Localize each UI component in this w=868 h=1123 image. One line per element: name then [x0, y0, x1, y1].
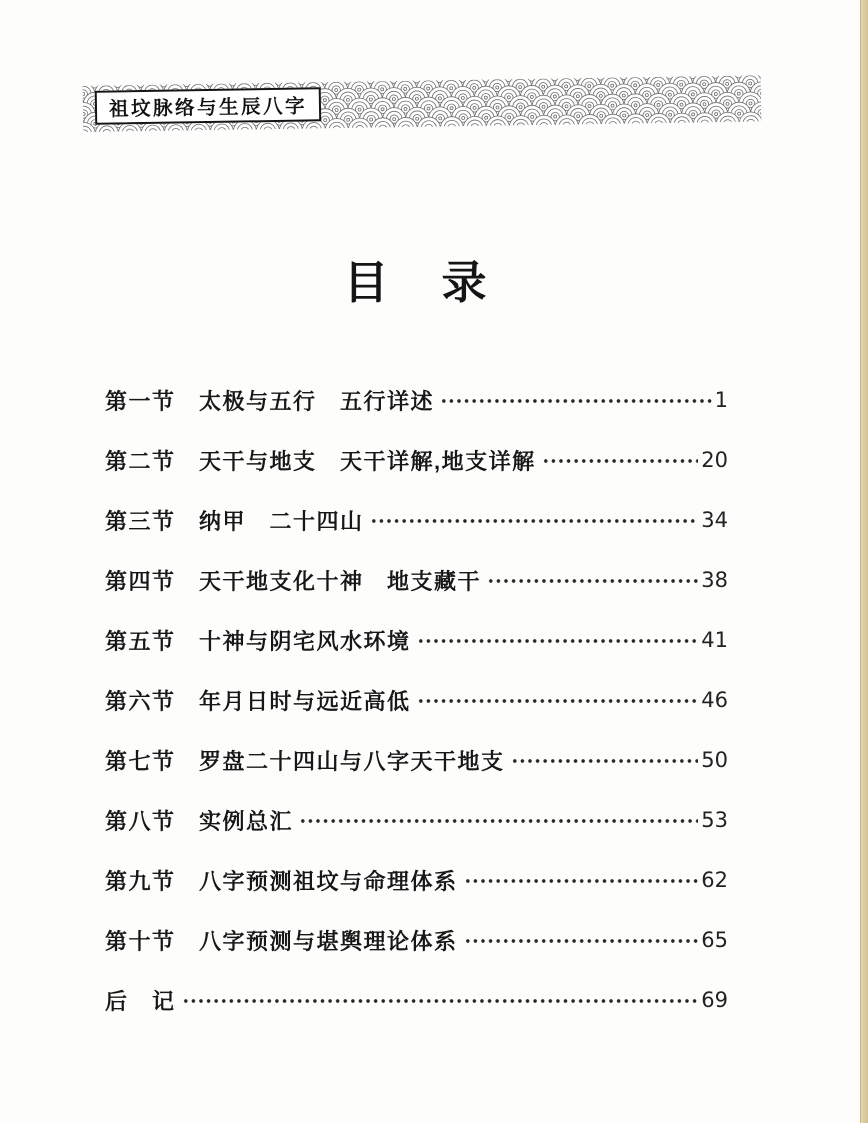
dot-leader	[440, 389, 712, 411]
toc-entry-page-number: 53	[701, 808, 728, 832]
toc-entry-label: 第七节 罗盘二十四山与八字天干地支	[105, 748, 505, 774]
toc-entry-label: 第十节 八字预测与堪舆理论体系	[105, 928, 458, 954]
dot-leader	[464, 869, 699, 891]
toc-entry	[105, 730, 728, 790]
toc-entry	[105, 490, 728, 550]
toc-entry	[105, 850, 728, 910]
toc-entry-label: 第三节 纳甲 二十四山	[105, 508, 364, 534]
dot-leader	[299, 809, 698, 831]
toc-entry-label: 第六节 年月日时与远近高低	[105, 688, 411, 714]
page-scan-edge	[860, 0, 868, 1123]
toc-entry-page-number: 46	[701, 688, 728, 712]
toc-entry	[105, 910, 728, 970]
toc-entry	[105, 370, 728, 430]
toc-entry-label: 第八节 实例总汇	[105, 808, 294, 834]
dot-leader	[542, 449, 699, 471]
dot-leader	[182, 989, 699, 1011]
page-title: 目 录	[343, 257, 491, 308]
toc-entry	[105, 550, 728, 610]
dot-leader	[464, 929, 699, 951]
book-title-box	[95, 87, 322, 125]
toc-entry-label: 第四节 天干地支化十神 地支藏干	[105, 568, 482, 594]
toc-entry-label: 后 记	[105, 988, 176, 1014]
toc-list	[105, 370, 728, 1030]
toc-entry-label: 第九节 八字预测祖坟与命理体系	[105, 868, 458, 894]
toc-entry	[105, 610, 728, 670]
dot-leader	[417, 689, 699, 711]
toc-entry	[105, 790, 728, 850]
toc-entry-page-number: 62	[701, 868, 728, 892]
toc-entry-page-number: 38	[701, 568, 728, 592]
toc-entry-page-number: 1	[714, 388, 728, 412]
toc-entry-page-number: 20	[701, 448, 728, 472]
toc-entry-page-number: 50	[701, 748, 728, 772]
toc-entry-page-number: 69	[701, 988, 728, 1012]
toc-entry-label: 第一节 太极与五行 五行详述	[105, 388, 435, 414]
toc-entry	[105, 670, 728, 730]
dot-leader	[511, 749, 699, 771]
toc-entry-page-number: 65	[701, 928, 728, 952]
dot-leader	[370, 509, 699, 531]
dot-leader	[417, 629, 699, 651]
book-title: 祖坟脉络与生辰八字	[108, 95, 308, 121]
toc-entry	[105, 430, 728, 490]
toc-entry-label: 第二节 天干与地支 天干详解,地支详解	[105, 448, 536, 474]
toc-entry	[105, 970, 728, 1030]
header-decorative-band	[83, 75, 762, 132]
dot-leader	[487, 569, 698, 591]
toc-entry-label: 第五节 十神与阴宅风水环境	[105, 628, 411, 654]
toc-entry-page-number: 41	[701, 628, 728, 652]
toc-entry-page-number: 34	[701, 508, 728, 532]
